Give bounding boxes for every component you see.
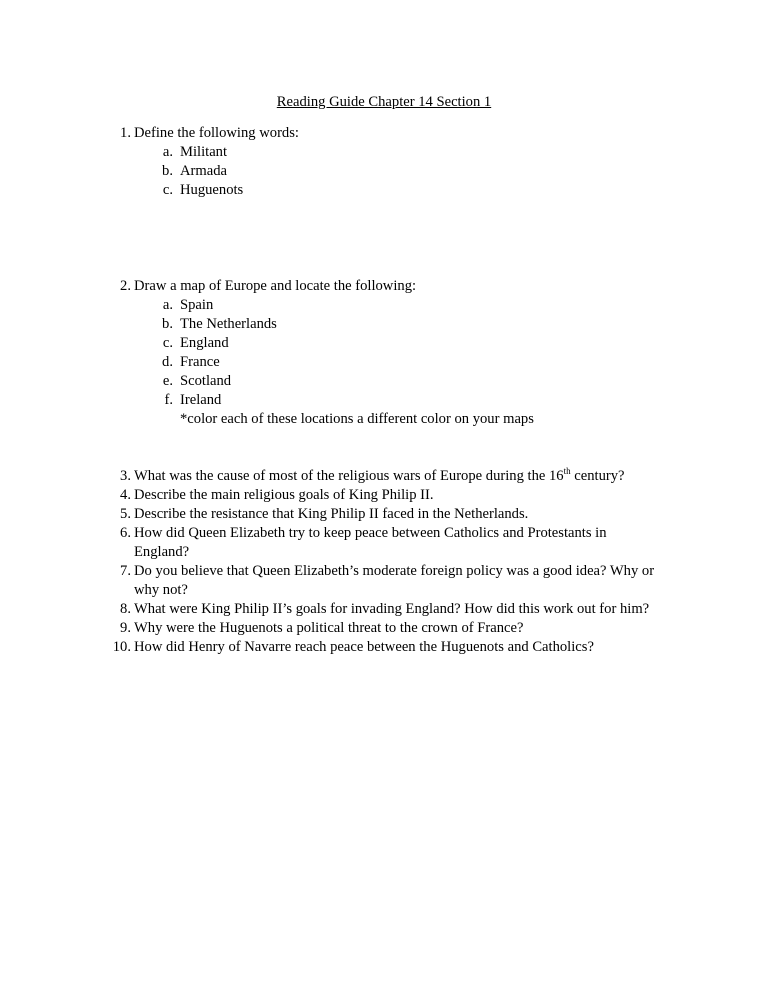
- question-number: 10.: [112, 639, 131, 655]
- question-number: 7.: [120, 563, 131, 579]
- item-letter: e.: [162, 373, 173, 389]
- item-letter: c.: [162, 335, 173, 351]
- page-title: Reading Guide Chapter 14 Section 1: [276, 94, 492, 110]
- item-letter: c.: [162, 182, 173, 198]
- item-letter: a.: [162, 144, 173, 160]
- question-text: How did Queen Elizabeth try to keep peace between Catholics and Protestants in: [134, 525, 607, 541]
- question-text: Describe the main religious goals of King Philip II.: [134, 487, 434, 503]
- question-text: How did Henry of Navarre reach peace between the Huguenots and Catholics?: [134, 639, 594, 655]
- item-letter: f.: [164, 392, 173, 408]
- question-number: 8.: [120, 601, 131, 617]
- question-text: [134, 467, 625, 485]
- item-text: Ireland: [180, 392, 222, 408]
- item-text: Militant: [180, 144, 228, 160]
- item-letter: b.: [162, 163, 173, 179]
- item-letter: b.: [162, 316, 173, 332]
- question-text-continued: why not?: [134, 582, 188, 598]
- question-number: 5.: [120, 506, 131, 522]
- question-text-continued: England?: [134, 544, 190, 560]
- item-text: The Netherlands: [180, 316, 277, 332]
- item-letter: d.: [162, 354, 173, 370]
- item-text: England: [180, 335, 229, 351]
- question-text: Describe the resistance that King Philip II faced in the Netherlands.: [134, 506, 529, 522]
- question-text-part: What was the cause of most of the religious wars of Europe during the 16: [134, 468, 564, 484]
- question-number: 2.: [120, 278, 131, 294]
- item-text: Scotland: [180, 373, 232, 389]
- note-text: *color each of these locations a different color on your maps: [180, 411, 534, 427]
- item-text: Armada: [180, 163, 228, 179]
- question-number: 4.: [120, 487, 131, 503]
- question-text: Draw a map of Europe and locate the following:: [134, 278, 417, 294]
- question-number: 3.: [120, 468, 131, 484]
- item-text: Spain: [180, 297, 214, 313]
- question-number: 1.: [120, 125, 131, 141]
- item-letter: a.: [162, 297, 173, 313]
- question-text: Do you believe that Queen Elizabeth’s moderate foreign policy was a good idea? Why or: [134, 563, 655, 579]
- question-text: What were King Philip II’s goals for invading England? How did this work out for him?: [134, 601, 650, 617]
- item-text: Huguenots: [180, 182, 244, 198]
- question-number: 6.: [120, 525, 131, 541]
- question-text: Why were the Huguenots a political threat to the crown of France?: [134, 620, 524, 636]
- question-number: 9.: [120, 620, 131, 636]
- superscript: th: [563, 466, 571, 476]
- item-text: France: [180, 354, 220, 370]
- question-text-part: century?: [570, 468, 625, 484]
- question-text: Define the following words:: [134, 125, 299, 141]
